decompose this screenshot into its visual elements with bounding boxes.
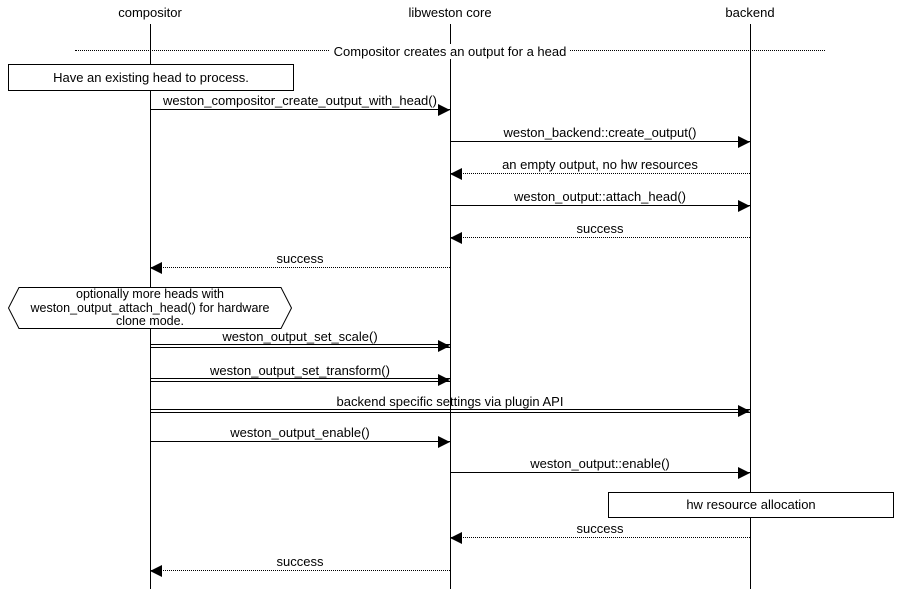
arrowhead-right-icon — [438, 340, 450, 352]
message-label: weston_output::attach_head() — [513, 189, 686, 204]
arrowhead-right-icon — [738, 405, 750, 417]
arrowhead-left-icon — [450, 232, 462, 244]
note-optional-heads — [8, 287, 292, 329]
message-line — [150, 570, 450, 571]
arrowhead-right-icon — [738, 200, 750, 212]
message-label: weston_compositor_create_output_with_head() — [163, 93, 437, 108]
note-hw-resource-allocation: hw resource allocation — [608, 492, 894, 518]
message-label: weston_output::enable() — [530, 456, 670, 471]
arrowhead-right-icon — [738, 467, 750, 479]
message-label: weston_output_set_transform() — [210, 363, 390, 378]
message-line — [150, 378, 450, 382]
message-label: success — [576, 521, 624, 536]
message-label: success — [276, 554, 324, 569]
actor-backend: backend — [725, 5, 775, 20]
arrowhead-right-icon — [738, 136, 750, 148]
arrowhead-right-icon — [438, 436, 450, 448]
message-label: an empty output, no hw resources — [502, 157, 698, 172]
message-line — [450, 205, 750, 206]
message-line — [450, 141, 750, 142]
message-label: backend specific settings via plugin API — [336, 394, 564, 409]
diagram-title: Compositor creates an output for a head — [0, 44, 900, 59]
note-text — [8, 288, 292, 329]
message-line — [450, 173, 750, 174]
title-divider — [0, 44, 900, 58]
actor-libweston-core: libweston core — [408, 5, 492, 20]
message-label: success — [576, 221, 624, 236]
arrowhead-left-icon — [150, 262, 162, 274]
arrowhead-left-icon — [450, 168, 462, 180]
note-line-1: optionally more heads with — [76, 287, 224, 301]
note-line-3: clone mode. — [115, 314, 185, 328]
message-label: weston_backend::create_output() — [503, 125, 697, 140]
message-label: weston_output_set_scale() — [222, 329, 378, 344]
message-line — [450, 237, 750, 238]
message-label: weston_output_enable() — [230, 425, 370, 440]
message-line — [150, 267, 450, 268]
message-line — [450, 472, 750, 473]
message-line — [150, 109, 450, 110]
note-existing-head: Have an existing head to process. — [8, 64, 294, 91]
arrowhead-right-icon — [438, 104, 450, 116]
arrowhead-right-icon — [438, 374, 450, 386]
actor-compositor: compositor — [118, 5, 182, 20]
message-line — [150, 344, 450, 348]
arrowhead-left-icon — [150, 565, 162, 577]
lifeline-libweston-core — [450, 24, 451, 589]
message-line — [450, 537, 750, 538]
message-line — [150, 409, 750, 413]
note-line-2: weston_output_attach_head() for hardware — [30, 300, 270, 315]
arrowhead-left-icon — [450, 532, 462, 544]
message-line — [150, 441, 450, 442]
message-label: success — [276, 251, 324, 266]
